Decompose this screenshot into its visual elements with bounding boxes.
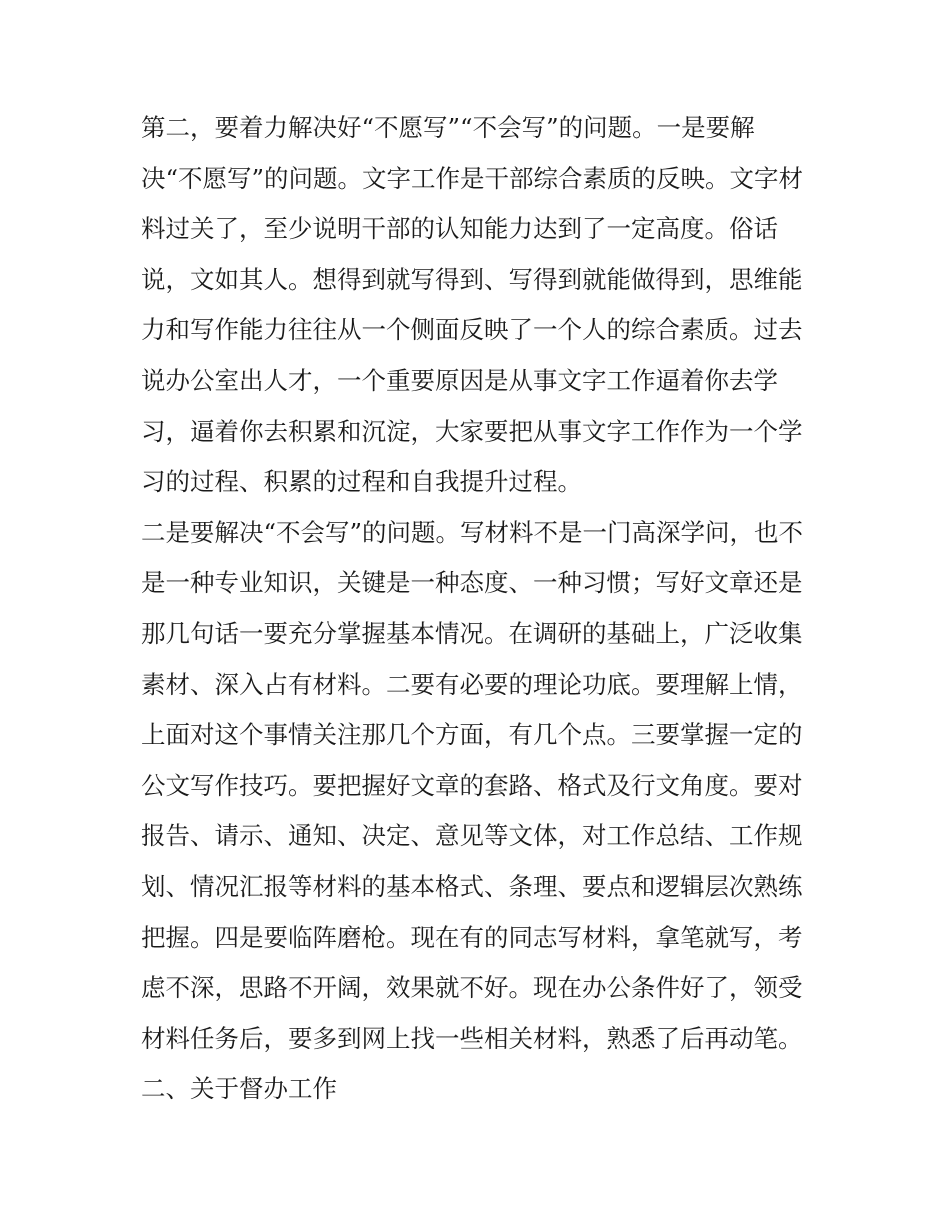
text-line-5: 力和写作能力往往从一个侧面反映了一个人的综合素质。过去 [141, 315, 803, 345]
text-line-7: 习，逼着你去积累和沉淀，大家要把从事文字工作作为一个学 [141, 416, 803, 446]
text-line-4: 说，文如其人。想得到就写得到、写得到就能做得到，思维能 [141, 264, 803, 294]
text-line-9: 二是要解决“不会写”的问题。写材料不是一门高深学问，也不 [141, 517, 804, 547]
text-line-11: 那几句话一要充分掌握基本情况。在调研的基础上，广泛收集 [141, 618, 803, 648]
text-line-16: 划、情况汇报等材料的基本格式、条理、要点和逻辑层次熟练 [141, 871, 803, 901]
text-line-8: 习的过程、积累的过程和自我提升过程。 [141, 467, 582, 497]
text-line-2: 决“不愿写”的问题。文字工作是干部综合素质的反映。文字材 [141, 163, 804, 193]
document-body [141, 103, 821, 1115]
text-line-3: 料过关了，至少说明干部的认知能力达到了一定高度。俗话 [141, 214, 778, 244]
text-line-18: 虑不深，思路不开阔，效果就不好。现在办公条件好了，领受 [141, 973, 803, 1003]
text-line-6: 说办公室出人才，一个重要原因是从事文字工作逼着你去学 [141, 365, 778, 395]
text-line-17: 把握。四是要临阵磨枪。现在有的同志写材料，拿笔就写，考 [141, 922, 803, 952]
text-line-19: 材料任务后，要多到网上找一些相关材料，熟悉了后再动笔。 [141, 1023, 803, 1053]
text-line-1: 第二，要着力解决好“不愿写”“不会写”的问题。一是要解 [141, 113, 755, 142]
text-line-12: 素材、深入占有材料。二要有必要的理论功底。要理解上情， [141, 669, 803, 699]
text-line-13: 上面对这个事情关注那几个方面，有几个点。三要掌握一定的 [141, 720, 803, 750]
text-line-14: 公文写作技巧。要把握好文章的套路、格式及行文角度。要对 [141, 770, 803, 800]
text-line-15: 报告、请示、通知、决定、意见等文体，对工作总结、工作规 [141, 821, 803, 851]
text-line-10: 是一种专业知识，关键是一种态度、一种习惯；写好文章还是 [141, 568, 803, 598]
section-heading: 二、关于督办工作 [141, 1074, 337, 1104]
